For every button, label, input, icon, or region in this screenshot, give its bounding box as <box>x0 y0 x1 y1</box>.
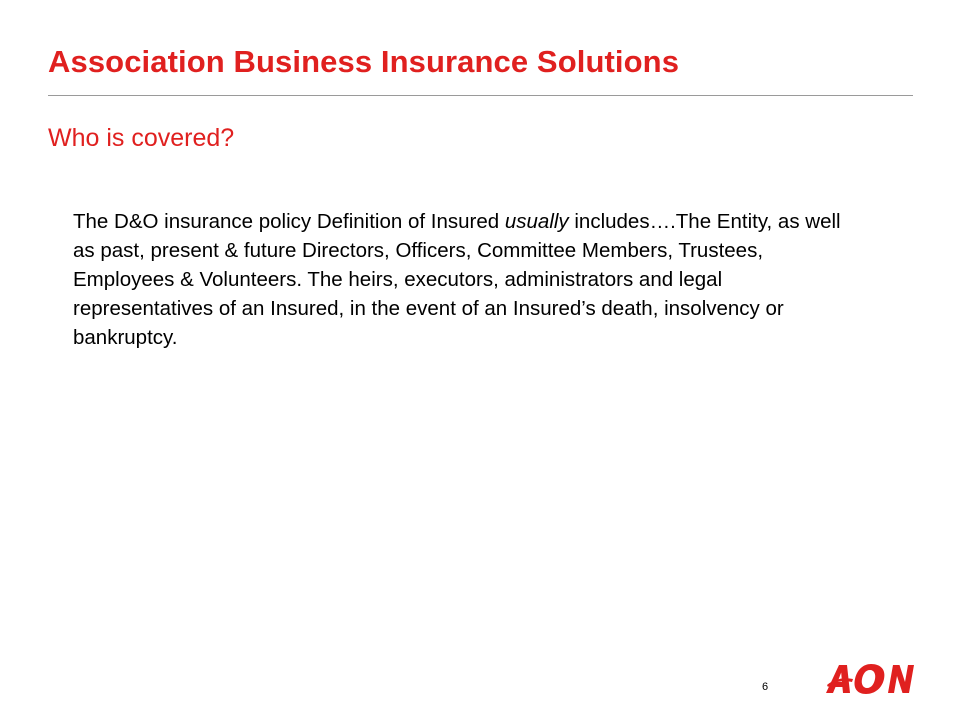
body-text-start: The D&O insurance policy Definition of Insured <box>73 210 505 233</box>
title-divider <box>48 95 913 96</box>
slide-title: Association Business Insurance Solutions <box>48 44 680 79</box>
page-number: 6 <box>762 681 769 693</box>
aon-logo <box>826 663 914 695</box>
body-paragraph <box>73 207 853 352</box>
body-text-emphasis: usually <box>504 210 569 233</box>
body-text-end: includes….The Entity, as well as past, present & future Directors, Officers, Committee Members, Trustees, Employees & Volunteers. The heirs, executors, administrators and legal representatives of an Insured, in the event of an Insured’s death, insolvency or bankruptcy. <box>73 210 841 349</box>
slide-subtitle: Who is covered? <box>48 124 235 152</box>
